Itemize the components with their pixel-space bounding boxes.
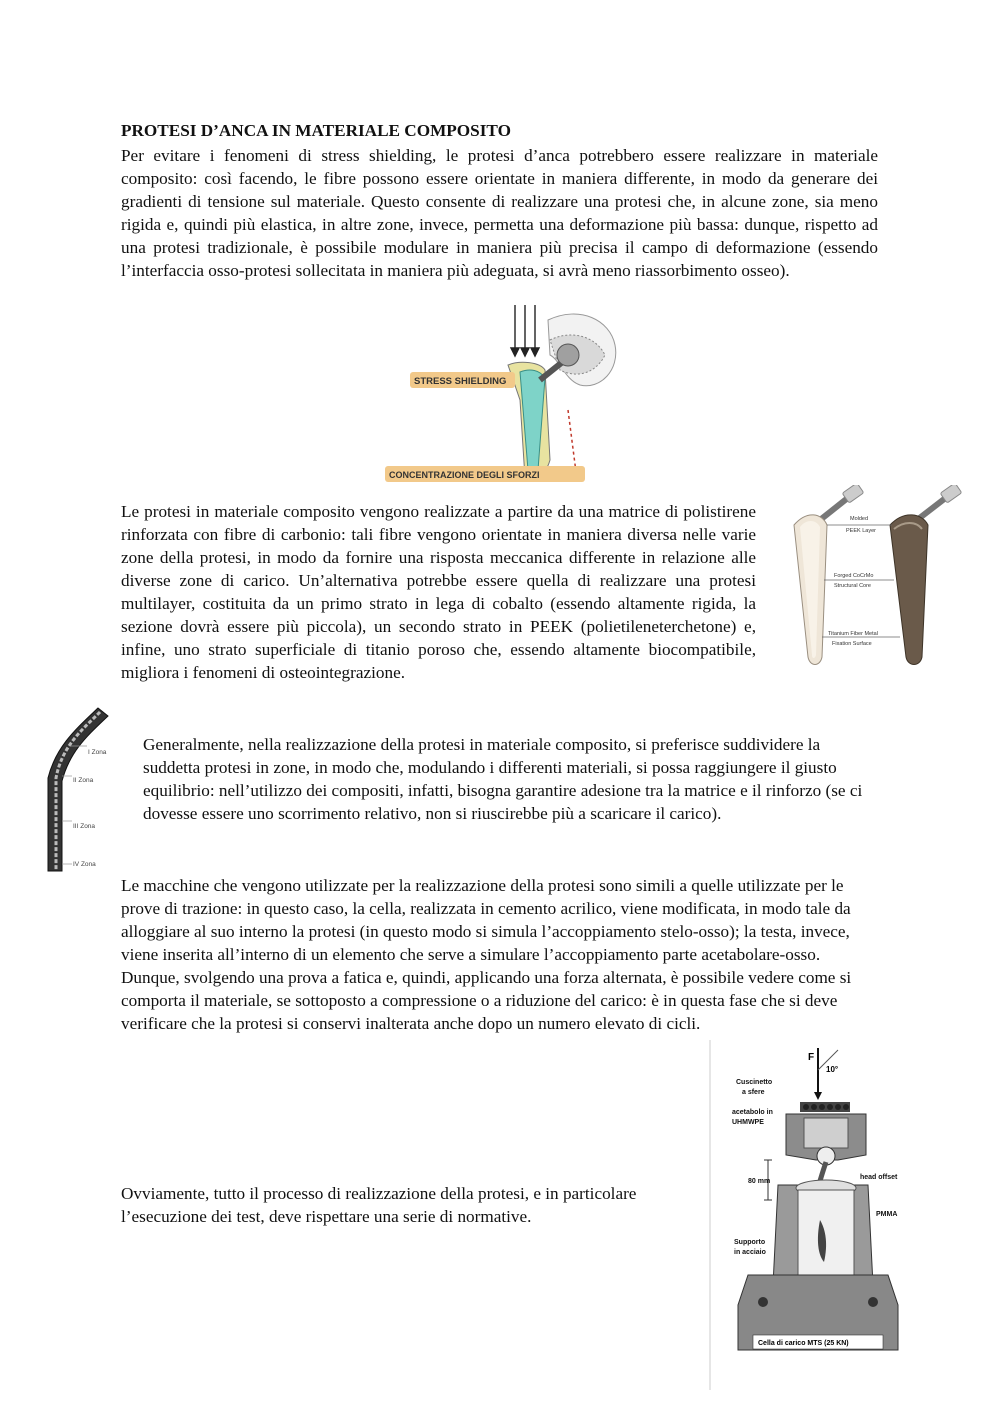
paragraph-zones: Generalmente, nella realizzazione della protesi in materiale composito, si preferisce suddividere la suddetta protesi in zone, in modo che, modulando i differenti materiali, si possa raggiungere il giusto equilibrio: nell’utilizzo dei compositi, infatti, bisogna garantire adesione tra la matrice e il rinforzo (se ci dovesse essere uno scorrimento relativo, non si riuscirebbe più a scaricare il carico). [143,735,863,823]
support-label-2: in acciaio [734,1249,766,1256]
multilayer-label-core-1: Forged CoCrMo [834,573,874,579]
support-label-1: Supporto [734,1239,766,1246]
paragraph-standards: Ovviamente, tutto il processo di realizzazione della protesi, e in particolare l’esecuzione dei test, deve rispettare una serie di normative. [121,1184,637,1226]
cup-label-2: UHMWPE [732,1119,764,1126]
distance-label: 80 mm [748,1178,771,1185]
bearing-label-2: a sfere [742,1089,765,1096]
head-offset-label: head offset [860,1174,898,1181]
test-machine-figure [708,1040,908,1395]
stress-shielding-figure [380,300,630,490]
paragraph-intro: Per evitare i fenomeni di stress shielding, le protesi d’anca potrebbero essere realizzare in materiale composito: così facendo, le fibre possono essere orientate in maniera differente, in modo da generare dei gradienti di tensione sul materiale. Questo consente di realizzare una protesi che, in alcune zone, sia meno rigida e, quindi più elastica, in altre zone, invece, permetta una deformazione più bassa: dunque, rispetto ad una protesi tradizionale, è possibile modulare in maniera più precisa il campo di deformazione (essendo l’interfaccia osso-protesi sollecitata in maniera più adeguata, si avrà meno riassorbimento osseo). [121,146,878,280]
paragraph-composite: Le protesi in materiale composito vengono realizzate a partire da una matrice di polistirene rinforzata con fibre di carbonio: tali fibre vengono orientate in maniera diversa nelle varie zone della protesi, in modo da fornire una risposta meccanica differente in relazione alle diverse zone di carico. Un’alternativa potrebbe essere quella di realizzare una protesi multilayer, costituita da un primo strato in lega di cobalto (essendo altamente rigida, la sezione dovrà essere più piccola), un secondo strato in PEEK (polietileneterchetone) e, infine, uno strato superficiale di titanio poroso che, essendo altamente biocompatibile, migliora i fenomeni di osteointegrazione. [121,502,756,682]
multilayer-label-peek-2: PEEK Layer [846,528,876,534]
stress-shielding-label: STRESS SHIELDING [414,376,507,387]
load-cell-label: Cella di carico MTS (25 KN) [758,1340,849,1347]
pmma-label: PMMA [876,1211,898,1218]
page-title: PROTESI D’ANCA IN MATERIALE COMPOSITO [121,121,511,140]
multilayer-label-core-2: Structural Core [834,583,871,589]
zone-3-label: III Zona [73,823,96,830]
multilayer-label-fiber-1: Titanium Fiber Metal [828,631,878,637]
force-label: F [808,1052,815,1063]
bearing-label-1: Cuscinetto [736,1079,773,1086]
zone-1-label: I Zona [88,749,107,756]
cup-label-1: acetabolo in [732,1109,773,1116]
zone-4-label: IV Zona [73,861,96,868]
zone-2-label: II Zona [73,777,94,784]
angle-label: 10° [826,1065,839,1074]
stress-concentration-label: CONCENTRAZIONE DEGLI SFORZI [389,470,540,480]
multilayer-prosthesis-figure [782,485,972,675]
zones-figure [32,706,122,874]
multilayer-label-peek-1: Molded [850,516,869,522]
multilayer-label-fiber-2: Fixation Surface [832,641,872,647]
paragraph-machines: Le macchine che vengono utilizzate per la realizzazione della protesi sono simili a quelle utilizzate per le prove di trazione: in questo caso, la cella, realizzata in cemento acrilico, viene modificata, in modo tale da alloggiare al suo interno la protesi (in questo modo si simula l’accoppiamento stelo-osso); la testa, invece, viene inserita all’interno di un elemento che serve a simulare l’accoppiamento parte acetabolare-osso. Dunque, svolgendo una prova a fatica e, quindi, applicando una forza alternata, è possibile vedere come si comporta il materiale, se sottoposto a compressione o a riduzione del carico: è in questa fase che si deve verificare che la protesi si conservi inalterata anche dopo un numero elevato di cicli. [121,876,852,1033]
